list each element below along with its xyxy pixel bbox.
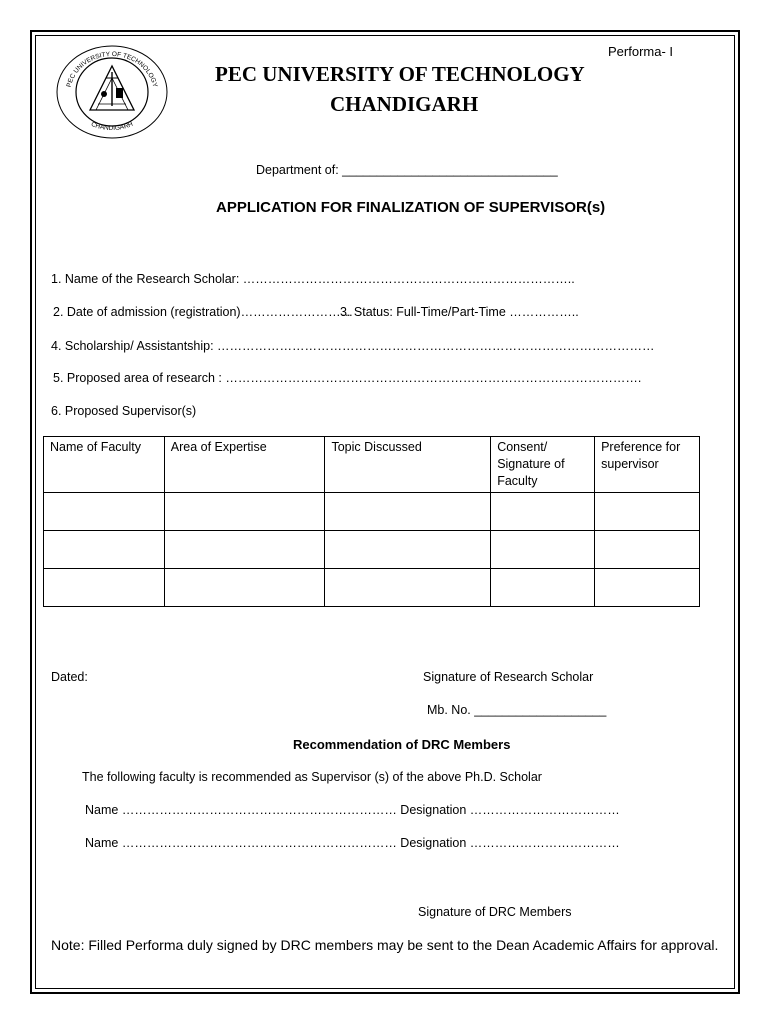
field-scholarship[interactable]: 4. Scholarship/ Assistantship: …………………………………………………………………………………………… <box>51 339 655 353</box>
university-city: CHANDIGARH <box>330 92 479 116</box>
signature-scholar-label: Signature of Research Scholar <box>423 670 594 684</box>
column-header: Preference for supervisor <box>595 437 700 493</box>
table-cell[interactable] <box>44 493 165 531</box>
drc-name-line[interactable]: Name ………………………………………………………… Designation ……………………………… <box>85 836 620 850</box>
table-cell[interactable] <box>491 493 595 531</box>
svg-text:PEC UNIVERSITY OF TECHNOLOGY: PEC UNIVERSITY OF TECHNOLOGY <box>65 50 159 88</box>
performa-label: Performa- I <box>608 44 674 59</box>
table-cell[interactable] <box>325 531 491 569</box>
recommendation-text: The following faculty is recommended as Supervisor (s) of the above Ph.D. Scholar <box>82 770 542 784</box>
form-title: APPLICATION FOR FINALIZATION OF SUPERVISOR(s) <box>216 199 606 216</box>
department-blank[interactable]: _______________________________ <box>342 163 558 177</box>
supervisor-table <box>43 436 700 607</box>
table-row <box>44 569 700 607</box>
table-cell[interactable] <box>44 531 165 569</box>
university-seal-logo <box>56 44 168 140</box>
signature-drc-label: Signature of DRC Members <box>418 905 572 919</box>
field-name-of-scholar[interactable]: 1. Name of the Research Scholar: …………………………………………………………………….. <box>51 272 575 286</box>
table-cell[interactable] <box>164 531 325 569</box>
table-cell[interactable] <box>164 569 325 607</box>
approval-note: Note: Filled Performa duly signed by DRC members may be sent to the Dean Academic Affairs for approval. <box>51 937 719 953</box>
column-header: Topic Discussed <box>325 437 491 493</box>
field-status[interactable]: 3. Status: Full-Time/Part-Time …………….. <box>340 305 579 319</box>
table-cell[interactable] <box>491 569 595 607</box>
table-cell[interactable] <box>44 569 165 607</box>
table-cell[interactable] <box>325 493 491 531</box>
table-row <box>44 531 700 569</box>
department-line <box>256 163 558 177</box>
university-name: PEC UNIVERSITY OF TECHNOLOGY <box>215 62 585 86</box>
table-cell[interactable] <box>595 493 700 531</box>
dated-label: Dated: <box>51 670 88 684</box>
table-cell[interactable] <box>595 569 700 607</box>
field-proposed-area[interactable]: 5. Proposed area of research : ………………………………………………………………………………………. <box>53 371 642 385</box>
field-proposed-supervisors: 6. Proposed Supervisor(s) <box>51 404 197 418</box>
column-header: Consent/ Signature of Faculty <box>491 437 595 493</box>
table-cell[interactable] <box>164 493 325 531</box>
table-cell[interactable] <box>491 531 595 569</box>
svg-text:CHANDIGARH: CHANDIGARH <box>89 120 135 133</box>
mobile-number-field[interactable]: Mb. No. ___________________ <box>427 703 607 717</box>
column-header: Area of Expertise <box>164 437 325 493</box>
department-label: Department of: <box>256 163 339 177</box>
table-cell[interactable] <box>595 531 700 569</box>
table-cell[interactable] <box>325 569 491 607</box>
column-header: Name of Faculty <box>44 437 165 493</box>
table-row <box>44 493 700 531</box>
field-date-of-admission[interactable]: 2. Date of admission (registration)……………………… <box>53 305 354 319</box>
drc-name-line[interactable]: Name ………………………………………………………… Designation ……………………………… <box>85 803 620 817</box>
drc-heading: Recommendation of DRC Members <box>293 737 511 752</box>
table-header-row <box>44 437 700 493</box>
